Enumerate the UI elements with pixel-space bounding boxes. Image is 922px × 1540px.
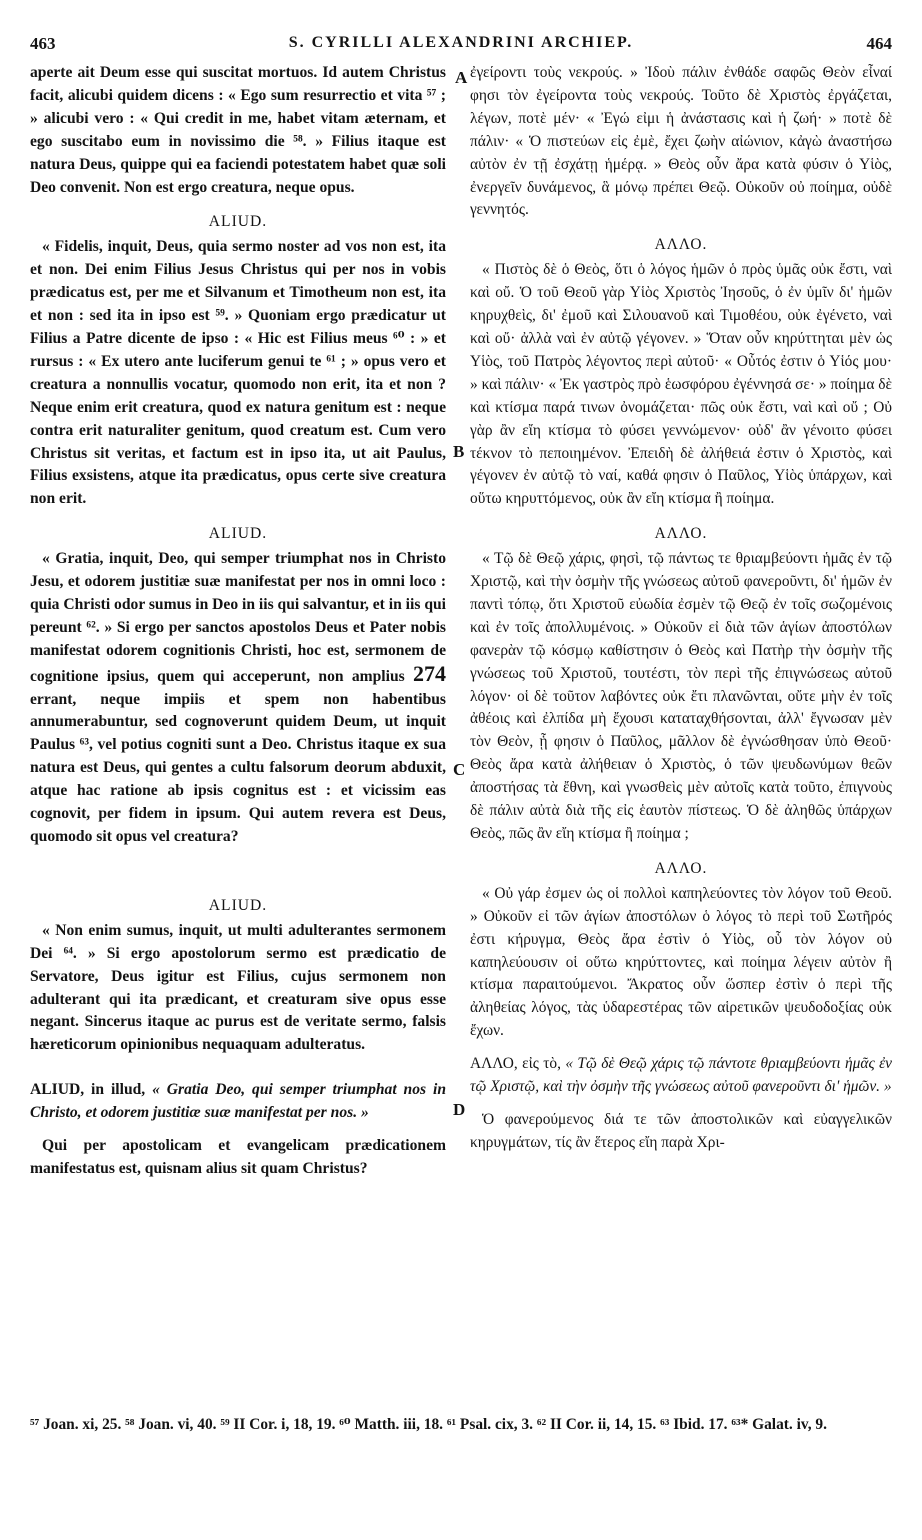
- page-number-left: 463: [30, 34, 56, 53]
- latin-subheading: [30, 1079, 446, 1125]
- section-heading: ΑΛΛΟ.: [654, 525, 708, 543]
- subheading-quote: « Gratia Deo, qui semper triumphat nos in Christo, et odorem justitiæ suæ manifestat per nos. »: [30, 1081, 446, 1122]
- latin-paragraph: aperte ait Deum esse qui suscitat mortuos. Id autem Christus facit, alicubi quidem dicens : « Ego sum resurrectio et vita ⁵⁷ ; » alicubi vero : « Qui credit in me, habet vitam æternam, et ego suscitabo eum in novissimo die ⁵⁸. » Filius itaque est natura Deus, quippe qui ea faciendi potestatem habet quæ soli Deo convenit. Non est ergo creatura, neque opus.: [30, 64, 446, 196]
- running-title: S. CYRILLI ALEXANDRINI ARCHIEP.: [288, 34, 634, 51]
- section-heading: ALIUD.: [208, 525, 268, 543]
- greek-paragraph: ἐγείροντι τοὺς νεκρούς. » Ἰδοὺ πάλιν ἐνθάδε σαφῶς Θεὸν εἶναί φησι τὸν ἐγείροντα τοὺς νεκρούς. Τοῦτο δὲ Χριστὸς ἐργάζεται, λέγων, ποτὲ μέν· « Ἐγώ εἰμι ἡ ἀνάστασις καὶ ἡ ζωή· » ποτὲ δὲ πάλιν· « Ὁ πιστεύων εἰς ἐμὲ, ἔχει ζωὴν αἰώνιον, κἀγὼ ἀναστήσω αὐτὸν ἐν τῇ ἐσχάτῃ ἡμέρᾳ. » Θεὸς οὖν ἄρα κατὰ φύσιν ὁ Υἱὸς, ἐνεργεῖν δυνάμενος, ἃ μόνῳ πρέπει Θεῷ. Οὐκοῦν οὐ ποίημα, οὐδὲ γεννητός.: [470, 64, 892, 219]
- page-number-right: 464: [866, 34, 892, 53]
- greek-paragraph: « Οὐ γάρ ἐσμεν ὡς οἱ πολλοὶ καπηλεύοντες τὸν λόγον τοῦ Θεοῦ. » Οὐκοῦν εἰ τῶν ἁγίων ἀποστόλων ὁ λόγος τὸ περὶ τοῦ Σωτῆρός ἐστι κήρυγμα, Θεὸς ἄρα ἐστὶν ὁ Υἱὸς, οὗ τὸν λόγον οὐ καπηλεύουσιν οἱ οὕτω κηρύττοντες, καὶ ποίημα λέγειν αὐτὸν ἢ κτίσμα παραιτούμενοι. Ἄκρατος οὖν ὥσπερ ἐστὶν ὁ περὶ τῆς ἀληθείας λόγος, τὰς ὑδαρεστέρας τῶν αἱρετικῶν ψευδοδοξίας οὐκ ἔχων.: [470, 884, 892, 1040]
- section-heading: ALIUD.: [208, 896, 268, 914]
- latin-paragraph: « Non enim sumus, inquit, ut multi adulterantes sermonem Dei ⁶⁴. » Si ergo apostolorum sermo est prædicatio de Servatore, Deus igitur est Filius, cujus sermonem non adulterant qui ita prædicant, et creaturam sive opus esse negant. Sincerus itaque ac purus est de veritate sermo, falsis hæreticorum opinionibus nequaquam adulteratus.: [30, 921, 446, 1054]
- section-heading: ΑΛΛΟ.: [654, 236, 708, 254]
- greek-subheading: [470, 1053, 892, 1099]
- latin-text: errant, neque impiis et spem non habentibus annumerabuntur, sed cognoverunt quidem Deum, ut inquit Paulus ⁶³, vel potius cogniti sunt a Deo. Christus itaque ex sua natura est Deus, qui gentes a cultu falsorum deorum abduxit, atque hac ratione ab ipsis cognitus est : et vicissim eas cognovit, per fidem in ipsum. Qui autem revera est Deus, quomodo sit opus vel creatura?: [30, 690, 446, 845]
- greek-paragraph: Ὁ φανερούμενος διά τε τῶν ἀποστολικῶν καὶ εὐαγγελικῶν κηρυγμάτων, τίς ἂν ἕτερος εἴη παρὰ Χρι-: [470, 1110, 892, 1151]
- margin-letter-a: A: [455, 68, 468, 87]
- greek-column: [470, 62, 892, 1392]
- greek-paragraph: « Πιστὸς δὲ ὁ Θεὸς, ὅτι ὁ λόγος ἡμῶν ὁ πρὸς ὑμᾶς οὐκ ἔστι, ναὶ καὶ οὔ. Ὁ τοῦ Θεοῦ γὰρ Υἱὸς Χριστὸς Ἰησοῦς, ὁ ἐν ὑμῖν δι' ἡμῶν κηρυχθεὶς, δι' ἐμοῦ καὶ Σιλουανοῦ καὶ Τιμοθέου, οὐκ ἐγένετο, ναὶ καὶ οὔ· ἀλλὰ ναὶ ἐν αὐτῷ γέγονεν. » Ὅταν οὖν κηρύττηται μὲν ὡς Υἱὸς, τοῦ Πατρὸς λέγοντος περὶ αὐτοῦ· « Οὗτός ἐστιν ὁ Υἱός μου· » καὶ πάλιν· « Ἐκ γαστρὸς πρὸ ἑωσφόρου ἐγέννησά σε· » ποίημα δὲ καὶ κτίσμα παρά τινων ὀνομάζεται· πῶς οὐκ ἔστι, ναὶ καὶ οὔ ; Οὐ γὰρ ἂν εἴη κτίσμα τὸ φύσει γεννώμενον· οὐδ' ἂν γένοιτο φύσει τέκνον τὸ πεποιημένον. Ἐπειδὴ δὲ ἀλήθειά ἐστιν ὁ Χριστὸς, καὶ γέγονεν ἐν αὐτῷ τὸ ναί, καθά φησιν ὁ Παῦλος, Υἱὸς ὑπάρχων, καὶ οὕτω κηρυττόμενος, οὐκ ἂν εἴη κτίσμα ἢ ποίημα.: [470, 261, 892, 508]
- column-number: 274: [413, 660, 446, 686]
- footnote-text: ⁵⁷ Joan. xi, 25. ⁵⁸ Joan. vi, 40. ⁵⁹ II Cor. i, 18, 19. ⁶⁰ Matth. iii, 18. ⁶¹ Psal. cix, 3. ⁶² II Cor. ii, 14, 15. ⁶³ Ibid. 17. ⁶³* Galat. iv, 9.: [30, 1416, 827, 1433]
- subheading-quote: « Τῷ δὲ Θεῷ χάρις τῷ πάντοτε θριαμβεύοντι ἡμᾶς ἐν τῷ Χριστῷ, καὶ τὴν ὀσμὴν τῆς γνώσεως αὐτοῦ φανεροῦντι δι' ἡμῶν. »: [470, 1055, 892, 1096]
- margin-letter-b: B: [453, 442, 465, 461]
- latin-paragraph: Qui per apostolicam et evangelicam prædicationem manifestatus est, quisnam alius sit quam Christus?: [30, 1137, 446, 1177]
- margin-letter-c: C: [453, 760, 466, 779]
- latin-paragraph: [30, 548, 446, 849]
- subheading-lead: ALIUD, in illud,: [30, 1081, 146, 1099]
- footnotes: [30, 1414, 892, 1436]
- latin-text: « Gratia, inquit, Deo, qui semper triumphat nos in Christo Jesu, et odorem justitiæ suæ manifestat per nos in omni loco : quia Christi odor sumus in Deo in iis qui salvantur, et in iis qui pereunt ⁶². » Si ergo per sanctos apostolos Deus et Pater nobis manifestat odorem cognitionis Christi, hoc est, sermonem de cognitione ipsius, quem qui acceperunt, non amplius: [30, 550, 446, 685]
- section-heading: ΑΛΛΟ.: [654, 859, 708, 877]
- section-heading: ALIUD.: [208, 213, 268, 231]
- page-header: [30, 34, 892, 58]
- greek-paragraph: « Τῷ δὲ Θεῷ χάρις, φησὶ, τῷ πάντως τε θριαμβεύοντι ἡμᾶς ἐν τῷ Χριστῷ, καὶ τὴν ὀσμὴν τῆς γνώσεως αὐτοῦ φανεροῦντι, δι' ἡμῶν ἐν παντὶ τόπῳ, ὅτι Χριστοῦ εὐωδία ἐσμὲν τῷ Θεῷ ἐν τοῖς σωζομένοις καὶ ἐν τοῖς ἀπολλυμένοις. » Οὐκοῦν εἰ διὰ τῶν ἁγίων ἀποστόλων φανερὰν τῷ κόσμῳ καθίστησιν ὁ Θεὸς καὶ Πατὴρ τὴν ὀσμὴν τῆς γνώσεως τοῦ Χριστοῦ, τουτέστι, τὸν περὶ τῆς ἐπιγνώσεως αὐτοῦ λόγον· οἱ δὲ τοῦτον λαβόντες οὐκ ἔτι πλανῶνται, οὔτε μὴν ἐν τοῖς ἀθέοις καὶ ἐλπίδα μὴ ἔχουσι καταταχθήσονται, ἀλλ' ἔγνωσαν μὲν τὸν Θεὸν, ᾗ φησιν ὁ Παῦλος, μᾶλλον δὲ ἐγνώσθησαν ὑπὸ Θεοῦ· Θεὸς ἄρα κατὰ ἀλήθειαν ὁ Χριστὸς, ὁ τῶν ψευδωνύμων θεῶν ἀποστήσας τὰ ἔθνη, καὶ γνωσθεὶς μὲν αὐτοῖς κατὰ τοῦτο, ἐπιγνοὺς δὲ πάλιν αὐτὰ διὰ τῆς εἰς ἑαυτὸν πίστεως. Ὁ δὲ ἀληθῶς ὑπάρχων Θεὸς, πῶς ἂν εἴη κτίσμα ἢ ποίημα ;: [470, 550, 892, 842]
- margin-letter-d: D: [453, 1100, 466, 1119]
- latin-paragraph: « Fidelis, inquit, Deus, quia sermo noster ad vos non est, ita et non. Dei enim Filius Jesus Christus qui per nos in vobis prædicatus est, per me et Silvanum et Timotheum non est, ita et non : sed ita in ipso est ⁵⁹. » Quoniam ergo prædicatur ut Filius a Patre dicente de ipso : « Hic est Filius meus ⁶⁰ : » et rursus : « Ex utero ante luciferum genui te ⁶¹ ; » opus vero et creatura a nonnullis vocatur, quomodo non erit, ita et non ? Neque enim erit creatura, quod ex natura genitum est : neque contra erit naturaliter genitum, quod creatum est. Cum vero Christus sit veritas, et factum est in ipso ita, ut ait Paulus, Filius exsistens, atque ita prædicatus, opus certe sive creatura non erit.: [30, 238, 446, 508]
- subheading-lead: ΑΛΛΟ, εἰς τὸ,: [470, 1055, 561, 1073]
- latin-column: [30, 62, 446, 1392]
